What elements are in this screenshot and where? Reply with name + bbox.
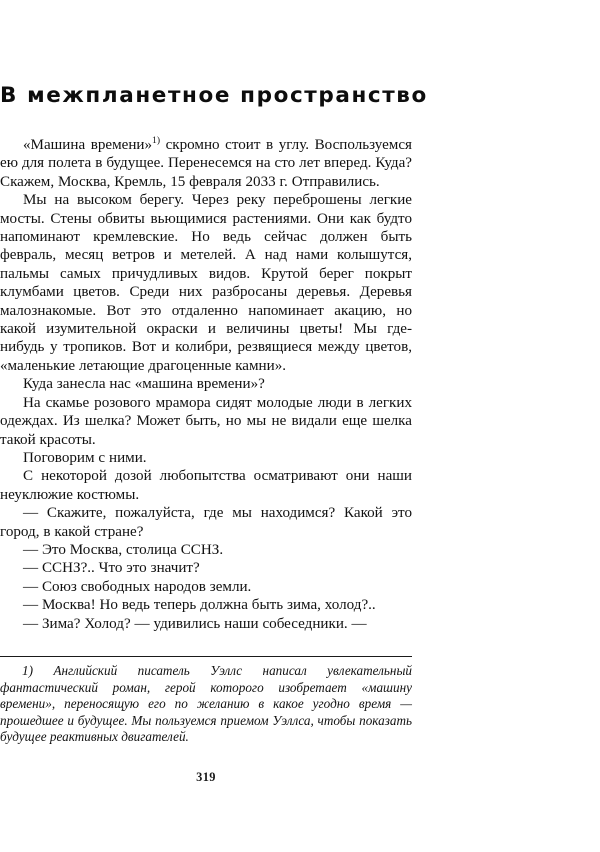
dialogue-line-1: — Скажите, пожалуйста, где мы находимся? Какой это город, в какой стране? xyxy=(0,505,412,540)
paragraph-4: На скамье розового мрамора сидят молодые люди в легких одеждах. Из шелка? Может быть, но мы не видали еще шелка такой красоты. xyxy=(0,394,412,448)
paragraph-5: Поговорим с ними. xyxy=(23,449,147,466)
paragraph-1 xyxy=(0,136,412,191)
dialogue-line-3: — ССНЗ?.. Что это значит? xyxy=(23,560,200,577)
footnote-block xyxy=(0,656,412,746)
dialogue-line-2: — Это Москва, столица ССНЗ. xyxy=(23,541,224,558)
paragraph-6: С некоторой дозой любопытства осматривают они наши неуклюжие костюмы. xyxy=(0,468,412,503)
dialogue-line-5: — Москва! Но ведь теперь должна быть зима, холод?.. xyxy=(23,597,376,614)
footnote-text: 1) Английский писатель Уэллс написал увлекательный фантастический роман, герой которого изобретает «машину времени», переносящую его по желанию в какое угодно время — прошедшее и будущее. Мы пользуемся приемом Уэллса, чтобы показать будущее реактивных двигателей. xyxy=(0,663,412,745)
paragraph-3: Куда занесла нас «машина времени»? xyxy=(23,376,265,393)
dialogue-line-6: — Зима? Холод? — удивились наши собеседники. — xyxy=(23,615,367,632)
body-text-column xyxy=(0,136,412,633)
paragraph-1-rest: скромно стоит в углу. Воспользуемся ею для полета в будущее. Перенесемся на сто лет вперед. Куда? Скажем, Москва, Кремль, 15 февраля 2033 г. Отправились. xyxy=(0,137,412,190)
page-title: В межпланетное пространство xyxy=(0,83,428,108)
dialogue-line-4: — Союз свободных народов земли. xyxy=(23,578,252,595)
paragraph-1-lead: «Машина времени» xyxy=(23,137,153,153)
footnote-marker-1[interactable]: 1) xyxy=(152,134,161,146)
page-number: 319 xyxy=(196,770,216,784)
paragraph-2: Мы на высоком берегу. Через реку переброшены легкие мосты. Стены обвиты вьющимися растениями. Они как будто напоминают кремлевские. Но ведь сейчас должен быть февраль, месяц ветров и метелей. А над нами колышутся, пальмы самых причудливых видов. Крутой берег покрыт клумбами цветов. Среди них разбросаны деревья. Деревья малознакомые. Вот это отдаленно напоминает акацию, но какой изумительной окраски и величины цветы! Мы где-нибудь у тропиков. Вот и колибри, резвящиеся между цветов, «маленькие летающие драгоценные камни». xyxy=(0,192,412,374)
footnote-divider xyxy=(0,656,412,657)
